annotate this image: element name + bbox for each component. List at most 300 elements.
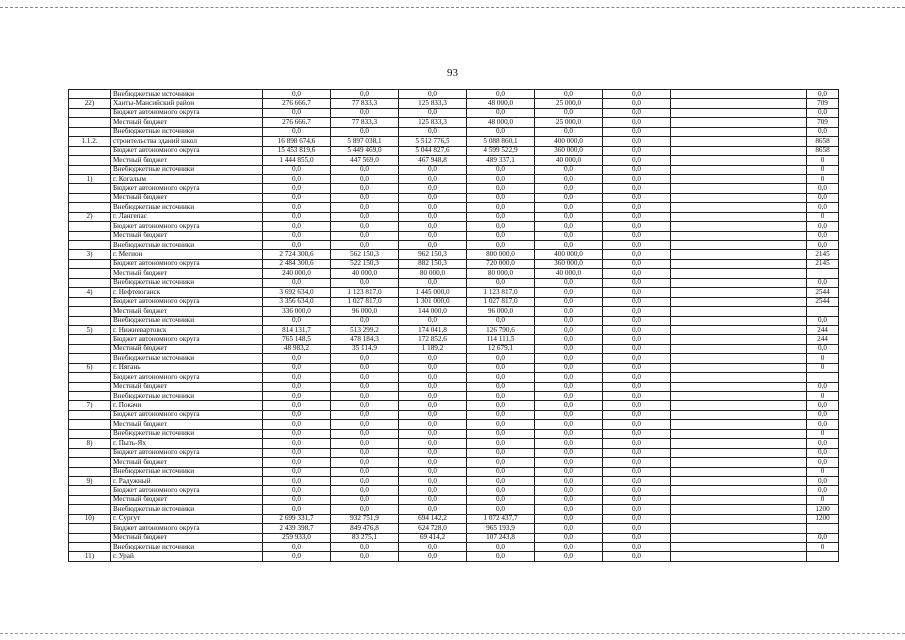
value-cell <box>671 552 807 561</box>
value-cell: 0,0 <box>331 543 399 552</box>
value-cell: 1 072 437,7 <box>467 514 535 523</box>
value-cell: 0,0 <box>331 184 399 193</box>
value-cell: 0,0 <box>535 458 603 467</box>
table-row <box>69 297 839 306</box>
table-row <box>69 382 839 391</box>
value-cell: 0,0 <box>807 382 839 391</box>
row-name-cell: Внебюджетные источники <box>111 392 263 401</box>
value-cell: 0,0 <box>535 184 603 193</box>
value-cell <box>671 410 807 419</box>
value-cell: 0,0 <box>467 127 535 136</box>
table-row <box>69 99 839 108</box>
value-cell: 0,0 <box>263 363 331 372</box>
value-cell: 0,0 <box>331 505 399 514</box>
value-cell: 0,0 <box>263 467 331 476</box>
table-row <box>69 118 839 127</box>
value-cell: 144 000,0 <box>399 307 467 316</box>
value-cell: 882 150,3 <box>399 259 467 268</box>
row-name-cell: Местный бюджет <box>111 307 263 316</box>
value-cell: 0,0 <box>263 486 331 495</box>
value-cell: 0,0 <box>807 203 839 212</box>
value-cell: 0,0 <box>263 543 331 552</box>
value-cell: 2 484 300,6 <box>263 259 331 268</box>
value-cell: 0,0 <box>535 307 603 316</box>
value-cell: 0,0 <box>603 137 671 146</box>
row-name-cell: Бюджет автономного округа <box>111 222 263 231</box>
value-cell: 0,0 <box>263 231 331 240</box>
value-cell: 0,0 <box>603 382 671 391</box>
value-cell: 0 <box>807 392 839 401</box>
value-cell: 1200 <box>807 514 839 523</box>
value-cell: 0,0 <box>467 373 535 382</box>
value-cell: 0,0 <box>263 212 331 221</box>
value-cell: 1 027 817,0 <box>331 297 399 306</box>
table-row <box>69 203 839 212</box>
row-name-cell: Ханты-Мансийский район <box>111 99 263 108</box>
row-index-cell <box>69 505 111 514</box>
value-cell: 0,0 <box>399 486 467 495</box>
value-cell: 77 833,3 <box>331 99 399 108</box>
value-cell <box>807 524 839 533</box>
table-row <box>69 401 839 410</box>
value-cell: 0,0 <box>603 127 671 136</box>
row-name-cell: Внебюджетные источники <box>111 241 263 250</box>
value-cell: 0,0 <box>263 278 331 287</box>
value-cell: 0,0 <box>263 505 331 514</box>
value-cell: 0,0 <box>399 193 467 202</box>
value-cell: 0,0 <box>399 420 467 429</box>
table-row <box>69 439 839 448</box>
value-cell: 849 476,8 <box>331 524 399 533</box>
value-cell <box>671 108 807 117</box>
value-cell: 0,0 <box>603 344 671 353</box>
value-cell: 0 <box>807 212 839 221</box>
value-cell: 0,0 <box>331 448 399 457</box>
value-cell: 172 852,6 <box>399 335 467 344</box>
value-cell: 0,0 <box>263 184 331 193</box>
row-index-cell: 5) <box>69 325 111 334</box>
row-index-cell <box>69 373 111 382</box>
value-cell: 624 728,0 <box>399 524 467 533</box>
value-cell: 80 000,0 <box>467 269 535 278</box>
value-cell: 0,0 <box>603 486 671 495</box>
value-cell: 0,0 <box>535 476 603 485</box>
value-cell: 0,0 <box>331 458 399 467</box>
value-cell: 0 <box>807 363 839 372</box>
row-index-cell <box>69 335 111 344</box>
value-cell: 0,0 <box>535 288 603 297</box>
value-cell: 0,0 <box>603 222 671 231</box>
value-cell: 0,0 <box>535 231 603 240</box>
value-cell: 0,0 <box>603 392 671 401</box>
value-cell <box>671 458 807 467</box>
value-cell <box>671 184 807 193</box>
value-cell: 1 123 817,0 <box>467 288 535 297</box>
value-cell: 0,0 <box>603 524 671 533</box>
value-cell: 0,0 <box>535 127 603 136</box>
value-cell: 0,0 <box>535 524 603 533</box>
value-cell: 0,0 <box>399 448 467 457</box>
value-cell: 0,0 <box>467 222 535 231</box>
row-name-cell: Местный бюджет <box>111 420 263 429</box>
row-name-cell: Местный бюджет <box>111 269 263 278</box>
value-cell: 400 000,0 <box>535 250 603 259</box>
value-cell <box>671 288 807 297</box>
value-cell: 0,0 <box>603 184 671 193</box>
value-cell: 0,0 <box>807 410 839 419</box>
value-cell: 0,0 <box>399 458 467 467</box>
value-cell: 0,0 <box>399 231 467 240</box>
table-row <box>69 363 839 372</box>
value-cell: 5 088 860,1 <box>467 137 535 146</box>
row-index-cell <box>69 307 111 316</box>
row-name-cell: Бюджет автономного округа <box>111 259 263 268</box>
value-cell: 0,0 <box>399 552 467 561</box>
value-cell: 0,0 <box>331 222 399 231</box>
value-cell <box>671 363 807 372</box>
row-name-cell: Местный бюджет <box>111 495 263 504</box>
value-cell <box>671 259 807 268</box>
value-cell: 0,0 <box>467 174 535 183</box>
value-cell: 0,0 <box>331 278 399 287</box>
row-name-cell: г. Покачи <box>111 401 263 410</box>
value-cell: 244 <box>807 335 839 344</box>
value-cell: 0,0 <box>467 212 535 221</box>
value-cell: 0,0 <box>399 174 467 183</box>
value-cell: 0,0 <box>331 467 399 476</box>
value-cell <box>671 174 807 183</box>
table-row <box>69 429 839 438</box>
value-cell <box>671 118 807 127</box>
value-cell: 720 000,0 <box>467 259 535 268</box>
row-name-cell: Бюджет автономного округа <box>111 410 263 419</box>
value-cell: 0,0 <box>535 203 603 212</box>
row-name-cell: Местный бюджет <box>111 156 263 165</box>
value-cell <box>671 420 807 429</box>
value-cell: 5 449 469,0 <box>331 146 399 155</box>
value-cell: 0,0 <box>603 269 671 278</box>
value-cell: 0,0 <box>467 203 535 212</box>
value-cell: 16 898 674,6 <box>263 137 331 146</box>
value-cell <box>671 325 807 334</box>
value-cell <box>671 203 807 212</box>
value-cell: 694 142,2 <box>399 514 467 523</box>
table-row <box>69 524 839 533</box>
row-name-cell: Внебюджетные источники <box>111 467 263 476</box>
value-cell: 0,0 <box>399 278 467 287</box>
value-cell: 0,0 <box>331 382 399 391</box>
value-cell: 0,0 <box>399 410 467 419</box>
value-cell: 2 439 398,7 <box>263 524 331 533</box>
value-cell <box>671 401 807 410</box>
value-cell <box>671 505 807 514</box>
value-cell <box>807 307 839 316</box>
value-cell: 0,0 <box>535 533 603 542</box>
value-cell <box>671 448 807 457</box>
value-cell: 932 751,9 <box>331 514 399 523</box>
value-cell: 4 599 522,9 <box>467 146 535 155</box>
value-cell: 0,0 <box>603 439 671 448</box>
value-cell: 513 299,2 <box>331 325 399 334</box>
value-cell: 0,0 <box>331 174 399 183</box>
value-cell: 0,0 <box>807 278 839 287</box>
table-row <box>69 193 839 202</box>
value-cell: 0,0 <box>263 373 331 382</box>
value-cell: 0,0 <box>807 448 839 457</box>
value-cell: 709 <box>807 118 839 127</box>
table-row <box>69 288 839 297</box>
value-cell: 0,0 <box>467 458 535 467</box>
value-cell: 0,0 <box>331 439 399 448</box>
value-cell: 83 275,1 <box>331 533 399 542</box>
value-cell: 0,0 <box>603 429 671 438</box>
value-cell: 5 044 827,6 <box>399 146 467 155</box>
row-name-cell: Местный бюджет <box>111 118 263 127</box>
row-name-cell: Местный бюджет <box>111 231 263 240</box>
value-cell: 25 000,0 <box>535 118 603 127</box>
row-name-cell: Местный бюджет <box>111 382 263 391</box>
value-cell: 77 833,3 <box>331 118 399 127</box>
value-cell: 360 000,0 <box>535 259 603 268</box>
value-cell: 0,0 <box>399 184 467 193</box>
value-cell <box>671 231 807 240</box>
value-cell: 174 041,8 <box>399 325 467 334</box>
value-cell: 0,0 <box>603 156 671 165</box>
value-cell: 0,0 <box>399 222 467 231</box>
value-cell <box>671 90 807 99</box>
value-cell: 0,0 <box>467 467 535 476</box>
table-row <box>69 307 839 316</box>
row-name-cell: Бюджет автономного округа <box>111 184 263 193</box>
value-cell: 0,0 <box>603 467 671 476</box>
value-cell: 0,0 <box>399 382 467 391</box>
table-row <box>69 344 839 353</box>
value-cell: 0,0 <box>399 543 467 552</box>
table-row <box>69 184 839 193</box>
row-name-cell: Внебюджетные источники <box>111 90 263 99</box>
value-cell: 0,0 <box>467 108 535 117</box>
value-cell: 1 445 000,0 <box>399 288 467 297</box>
table-row <box>69 335 839 344</box>
value-cell: 0,0 <box>467 278 535 287</box>
value-cell: 0,0 <box>535 297 603 306</box>
value-cell <box>671 392 807 401</box>
value-cell: 0,0 <box>603 458 671 467</box>
value-cell: 800 000,0 <box>467 250 535 259</box>
row-index-cell: 4) <box>69 288 111 297</box>
value-cell: 0,0 <box>263 392 331 401</box>
row-index-cell <box>69 354 111 363</box>
value-cell: 0,0 <box>603 146 671 155</box>
value-cell: 0,0 <box>263 439 331 448</box>
value-cell: 0,0 <box>263 174 331 183</box>
value-cell: 0,0 <box>807 486 839 495</box>
value-cell: 0,0 <box>535 439 603 448</box>
value-cell: 0,0 <box>603 278 671 287</box>
value-cell: 0,0 <box>603 533 671 542</box>
value-cell <box>671 316 807 325</box>
value-cell: 0,0 <box>535 382 603 391</box>
value-cell: 0,0 <box>603 212 671 221</box>
value-cell: 0,0 <box>263 410 331 419</box>
row-name-cell: г. Лангепас <box>111 212 263 221</box>
table-row <box>69 420 839 429</box>
value-cell: 0,0 <box>399 165 467 174</box>
row-name-cell: Внебюджетные источники <box>111 543 263 552</box>
table-row <box>69 90 839 99</box>
row-index-cell: 10) <box>69 514 111 523</box>
table-row <box>69 533 839 542</box>
row-name-cell: Бюджет автономного округа <box>111 146 263 155</box>
row-name-cell: Внебюджетные источники <box>111 316 263 325</box>
value-cell: 96 000,0 <box>467 307 535 316</box>
value-cell: 0,0 <box>331 373 399 382</box>
value-cell <box>671 514 807 523</box>
value-cell: 0,0 <box>467 552 535 561</box>
row-index-cell <box>69 222 111 231</box>
row-index-cell: 7) <box>69 401 111 410</box>
value-cell: 0,0 <box>603 99 671 108</box>
value-cell: 0,0 <box>535 373 603 382</box>
table-row <box>69 316 839 325</box>
value-cell: 0,0 <box>399 363 467 372</box>
value-cell: 0,0 <box>399 90 467 99</box>
value-cell <box>807 373 839 382</box>
value-cell: 0,0 <box>807 222 839 231</box>
value-cell: 0,0 <box>535 552 603 561</box>
value-cell <box>671 156 807 165</box>
value-cell: 0,0 <box>331 231 399 240</box>
value-cell: 0,0 <box>535 278 603 287</box>
value-cell: 0,0 <box>603 193 671 202</box>
value-cell <box>671 307 807 316</box>
value-cell: 0,0 <box>467 363 535 372</box>
value-cell: 0,0 <box>331 420 399 429</box>
value-cell: 0,0 <box>467 165 535 174</box>
row-name-cell: г. Нягань <box>111 363 263 372</box>
table-row <box>69 495 839 504</box>
value-cell: 259 933,0 <box>263 533 331 542</box>
row-index-cell: 6) <box>69 363 111 372</box>
value-cell: 0,0 <box>535 316 603 325</box>
table-row <box>69 241 839 250</box>
value-cell: 2544 <box>807 297 839 306</box>
value-cell <box>671 486 807 495</box>
value-cell <box>671 495 807 504</box>
value-cell <box>807 552 839 561</box>
value-cell: 0,0 <box>467 476 535 485</box>
bottom-scan-edge <box>0 633 905 634</box>
value-cell: 0,0 <box>331 401 399 410</box>
value-cell: 0,0 <box>399 439 467 448</box>
table-row <box>69 514 839 523</box>
value-cell <box>671 212 807 221</box>
row-index-cell <box>69 344 111 353</box>
row-name-cell: Местный бюджет <box>111 458 263 467</box>
value-cell: 0,0 <box>467 448 535 457</box>
value-cell: 0,0 <box>399 495 467 504</box>
value-cell <box>671 344 807 353</box>
value-cell: 0,0 <box>603 307 671 316</box>
table-row <box>69 174 839 183</box>
value-cell: 562 150,3 <box>331 250 399 259</box>
value-cell: 0,0 <box>263 420 331 429</box>
value-cell: 965 193,9 <box>467 524 535 533</box>
value-cell: 0,0 <box>603 401 671 410</box>
value-cell: 0,0 <box>467 241 535 250</box>
row-index-cell <box>69 278 111 287</box>
value-cell <box>671 99 807 108</box>
value-cell: 0,0 <box>535 495 603 504</box>
row-index-cell <box>69 467 111 476</box>
row-index-cell <box>69 533 111 542</box>
value-cell: 0,0 <box>603 288 671 297</box>
value-cell: 40 000,0 <box>331 269 399 278</box>
row-index-cell: 1) <box>69 174 111 183</box>
value-cell: 0,0 <box>331 165 399 174</box>
value-cell: 0,0 <box>603 514 671 523</box>
value-cell: 40 000,0 <box>535 156 603 165</box>
value-cell: 35 114,9 <box>331 344 399 353</box>
value-cell: 0,0 <box>467 486 535 495</box>
row-name-cell: Бюджет автономного округа <box>111 297 263 306</box>
value-cell: 0,0 <box>263 241 331 250</box>
value-cell: 0,0 <box>331 552 399 561</box>
value-cell: 0,0 <box>467 543 535 552</box>
row-index-cell <box>69 297 111 306</box>
value-cell: 0,0 <box>535 344 603 353</box>
value-cell: 400 000,0 <box>535 137 603 146</box>
row-name-cell: Внебюджетные источники <box>111 354 263 363</box>
row-name-cell: Внебюджетные источники <box>111 165 263 174</box>
value-cell: 0,0 <box>467 193 535 202</box>
value-cell: 8658 <box>807 137 839 146</box>
value-cell <box>671 533 807 542</box>
value-cell <box>671 439 807 448</box>
value-cell: 0,0 <box>535 193 603 202</box>
value-cell: 0,0 <box>807 476 839 485</box>
value-cell: 0,0 <box>603 495 671 504</box>
row-name-cell: Внебюджетные источники <box>111 127 263 136</box>
value-cell: 0,0 <box>467 231 535 240</box>
value-cell: 2145 <box>807 259 839 268</box>
value-cell: 0,0 <box>535 543 603 552</box>
value-cell: 244 <box>807 325 839 334</box>
row-name-cell: г. Сургут <box>111 514 263 523</box>
value-cell: 0 <box>807 467 839 476</box>
table-row <box>69 505 839 514</box>
row-index-cell <box>69 410 111 419</box>
table-row <box>69 552 839 561</box>
table-row <box>69 137 839 146</box>
value-cell: 0,0 <box>535 165 603 174</box>
value-cell <box>671 137 807 146</box>
row-name-cell: строительства зданий школ <box>111 137 263 146</box>
value-cell: 0,0 <box>807 127 839 136</box>
value-cell: 0,0 <box>263 448 331 457</box>
value-cell: 0,0 <box>263 476 331 485</box>
value-cell: 0,0 <box>603 505 671 514</box>
value-cell: 0,0 <box>807 458 839 467</box>
value-cell: 0,0 <box>807 401 839 410</box>
table-row <box>69 458 839 467</box>
value-cell: 1200 <box>807 505 839 514</box>
value-cell <box>671 278 807 287</box>
value-cell: 0,0 <box>331 212 399 221</box>
value-cell: 0,0 <box>603 250 671 259</box>
row-name-cell: Внебюджетные источники <box>111 429 263 438</box>
value-cell: 0,0 <box>467 429 535 438</box>
